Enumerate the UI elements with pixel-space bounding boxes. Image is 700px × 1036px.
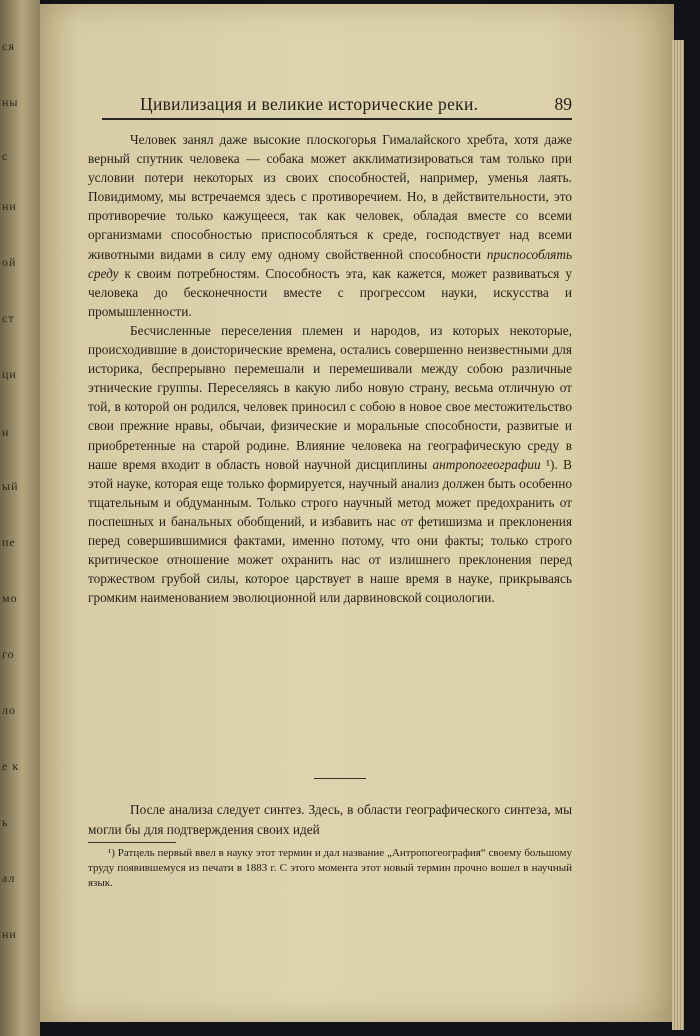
facing-page-fragment: пе [2,535,16,549]
facing-page-fragment: ся [2,39,15,53]
facing-page-fragment: мо [2,591,18,605]
facing-page-fragment: ни [2,927,17,941]
facing-page-fragment: ал [2,871,16,885]
text-run: к своим потребностям. Способность эта, как кажется, может развиваться у человека до бесконечности вместе с прогрессом науки, искусства и промышленности. [88,265,572,319]
running-header [102,92,572,120]
facing-page-fragment: ь [2,815,9,829]
facing-page-fragment: го [2,647,15,661]
facing-page-fragment: ст [2,311,15,325]
page-stack-edge [672,40,684,1030]
page-number: 89 [554,94,572,114]
facing-page-fragment: н [2,425,10,439]
footnote-reference: ¹). [540,456,558,472]
paragraph [88,321,572,607]
section-separator [314,778,366,779]
facing-page-fragment: ни [2,199,17,213]
text-run: Бесчисленные переселения племен и народов, из которых некоторые, происходившие в доисторические времена, остались совершенно неизвестными для историка, беспрерывно перемешали и перемешивали между собою различные этнические группы. Переселяясь в какую либо новую страну, весьма отличную от той, в которой он родился, человек приносил с собою в новое свое местожительство свои прежние нравы, обычаи, физические и моральные способности, развитые и приобретенные на старой родине. Влияние человека на географическую среду в наше время входит в область новой научной дисциплины [88,322,572,472]
text-run: Человек занял даже высокие плоскогорья Гималайского хребта, хотя даже верный спутник человека — собака может акклиматизироваться там только при условии потери некоторых из своих способностей, например, уменья лаять. Повидимому, мы встречаемся здесь с противоречием. Но, в действительности, это противоречие только кажущееся, так как человек, обладая вместе со всеми организмами способностью приспособляться к среде, господствует над всеми животными видами в силу ему одному свойственной способности [88,132,572,262]
footnote-rule [88,842,176,843]
facing-page-fragment: ой [2,255,17,269]
facing-page-fragment: ци [2,367,17,381]
main-text [88,130,572,607]
facing-page-fragment: е к [2,759,20,773]
running-title: Цивилизация и великие исторические реки. [140,94,479,114]
emphasis: антропогеографии [432,456,541,472]
synthesis-text [88,800,572,839]
paragraph [88,130,572,321]
emphasis: приспособлять среду [88,246,572,281]
facing-page-edge [0,0,40,1036]
facing-page-fragment: с [2,149,9,163]
facing-page-fragment: ны [2,95,19,109]
footnote-text: ¹) Ратцель первый ввел в науку этот термин и дал название „Антропогеография“ своему большому труду появившемуся из печати в 1883 г. С этого момента этот новый термин прочно вошел в научный язык. [88,847,572,889]
text-run: В этой науке, которая еще только формируется, научный анализ должен быть особенно тщательным и обдуманным. Только строго научный метод может предохранить от поспешных и банальных обобщений, и избавить нас от фетишизма и преклонения перед совершившимися фактами, именно потому, что они факты; только строго критическое отношение может охранить нас от излишнего преклонения перед торжеством грубой силы, которое царствует в наше время в науке, прикрываясь громким наименованием эволюционной или дарвиновской социологии. [88,456,572,606]
facing-page-fragment: ый [2,479,19,493]
facing-page-fragment: ло [2,703,16,717]
footnote [88,846,572,891]
paragraph: После анализа следует синтез. Здесь, в области географического синтеза, мы могли бы для подтверждения своих идей [88,802,572,837]
